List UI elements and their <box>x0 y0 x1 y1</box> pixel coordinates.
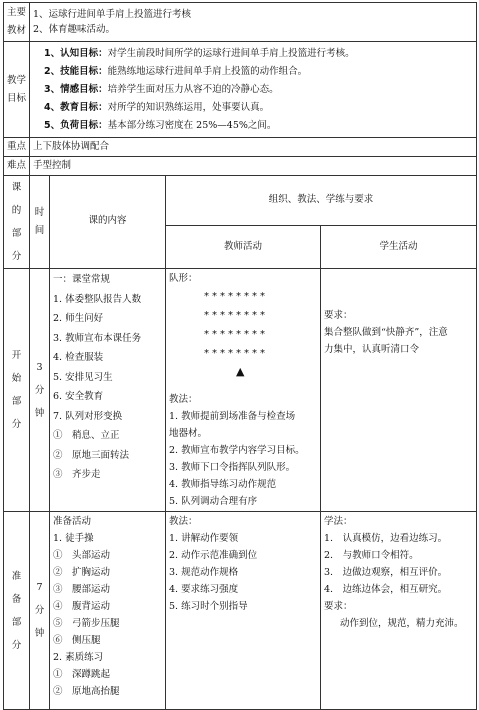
column-header-row <box>4 176 477 226</box>
method-item: 3. 教师下口令指挥队列队形。 <box>169 462 296 473</box>
key-point-text: 上下肢体协调配合 <box>30 138 477 157</box>
content-item: ① 深蹲跳起 <box>53 669 111 680</box>
prep-section-time: 7 分 钟 <box>30 512 50 710</box>
student-req-line: 力集中，认真听清口令 <box>324 344 420 355</box>
goal-item-skill: 2、技能目标：能熟练地运球行进间单手肩上投篮的动作组合。 <box>44 65 308 77</box>
content-item: ① 头部运动 <box>53 550 111 561</box>
goals-content <box>30 42 477 138</box>
materials-label: 主要 教材 <box>4 3 30 42</box>
method-label: 教法： <box>169 516 198 527</box>
student-req-line: 集合整队做到“快静齐”，注意 <box>324 327 448 338</box>
key-point-row <box>4 138 477 157</box>
goals-label: 教学 目标 <box>4 42 30 138</box>
content-item: 1. 体委整队报告人数 <box>53 293 142 305</box>
content-item: 2. 师生问好 <box>53 313 104 324</box>
content-item: ② 原地三面转法 <box>53 449 130 461</box>
content-item: 一：课堂常规 <box>53 274 111 285</box>
student-req-line: 动作到位，规范，精力充沛。 <box>340 618 464 629</box>
goal-item-load: 5、负荷目标：基本部分练习密度在 25%—45%之间。 <box>44 119 277 131</box>
prep-section-name: 准 备 部 分 <box>4 512 30 710</box>
key-point-label: 重点 <box>4 138 30 157</box>
content-item: ② 扩胸运动 <box>53 567 111 578</box>
start-section-name: 开 始 部 分 <box>4 269 30 512</box>
content-item: ④ 腹背运动 <box>53 601 111 612</box>
method-item: 4. 教师指导练习动作规范 <box>169 479 277 490</box>
method-item: 4. 要求练习强度 <box>169 584 239 595</box>
prep-student-activity <box>321 512 477 710</box>
formation-label: 队形： <box>169 273 198 284</box>
content-item: ① 稍息、立正 <box>53 430 120 441</box>
student-req-label: 要求： <box>324 310 353 321</box>
student-method-item: 3. 边做边观察，相互评价。 <box>324 567 448 578</box>
start-section-content <box>50 269 166 512</box>
prep-section-content <box>50 512 166 710</box>
section-column-header: 课 的 部 分 <box>4 176 30 269</box>
teacher-activity-header: 教师活动 <box>166 226 321 269</box>
formation-row: ******** <box>204 329 268 340</box>
goals-row <box>4 42 477 138</box>
method-item: 2. 动作示范准确到位 <box>169 550 258 561</box>
student-activity-header: 学生活动 <box>321 226 477 269</box>
start-section-row <box>4 269 477 512</box>
material-item: 2、体育趣味活动。 <box>33 24 116 35</box>
material-item: 1、运球行进间单手肩上投篮进行考核 <box>33 9 192 20</box>
method-item: 2. 教师宣布教学内容学习目标。 <box>169 445 305 456</box>
difficulty-row <box>4 157 477 176</box>
formation-row: ******** <box>204 291 268 302</box>
difficulty-label: 难点 <box>4 157 30 176</box>
goal-item-cognitive: 1、认知目标：对学生前段时间所学的运球行进间单手肩上投篮进行考核。 <box>44 47 355 59</box>
method-item: 地器材。 <box>169 428 208 439</box>
lesson-plan-table <box>3 2 477 710</box>
content-column-header: 课的内容 <box>50 176 166 269</box>
student-method-item: 1. 认真模仿，边看边练习。 <box>324 533 448 544</box>
method-item: 1. 教师提前到场准备与检查场 <box>169 411 296 422</box>
content-item: 准备活动 <box>53 516 92 527</box>
student-method-label: 学法： <box>324 516 353 527</box>
teacher-position-icon: ▲ <box>236 365 245 378</box>
content-item: 1. 徒手操 <box>53 533 94 544</box>
difficulty-text: 手型控制 <box>30 157 477 176</box>
content-item: 4. 检查服装 <box>53 352 104 363</box>
prep-teacher-activity <box>166 512 321 710</box>
org-column-header: 组织、教法、学练与要求 <box>166 176 477 226</box>
content-item: ② 原地高抬腿 <box>53 686 120 697</box>
student-req-label: 要求： <box>324 601 353 612</box>
content-item: ⑤ 弓箭步压腿 <box>53 618 120 629</box>
student-method-item: 4. 边练边体会，相互研究。 <box>324 584 448 595</box>
start-teacher-activity <box>166 269 321 512</box>
materials-row <box>4 3 477 42</box>
start-section-time: 3 分 钟 <box>30 269 50 512</box>
content-item: 7. 队列对形变换 <box>53 410 123 422</box>
method-item: 1. 讲解动作要领 <box>169 533 239 544</box>
method-item: 3. 规范动作规格 <box>169 567 239 578</box>
method-item: 5. 队列调动合理有序 <box>169 496 258 507</box>
method-item: 5. 练习时个别指导 <box>169 601 248 612</box>
content-item: 2. 素质练习 <box>53 652 104 663</box>
content-item: ③ 齐步走 <box>53 469 101 480</box>
content-item: 5. 安排见习生 <box>53 371 113 383</box>
start-student-activity <box>321 269 477 512</box>
materials-content <box>30 3 477 42</box>
content-item: 6. 安全教育 <box>53 391 104 402</box>
prep-section-row <box>4 512 477 710</box>
student-method-item: 2. 与教师口令相符。 <box>324 550 419 561</box>
content-item: 3. 教师宣布本课任务 <box>53 332 142 344</box>
formation-row: ******** <box>204 310 268 321</box>
content-item: ③ 腰部运动 <box>53 584 111 595</box>
goal-item-education: 4、教育目标：对所学的知识熟练运用，处事要认真。 <box>44 101 270 113</box>
method-label: 教法： <box>169 394 198 405</box>
time-column-header: 时 间 <box>30 176 50 269</box>
content-item: ⑥ 侧压腿 <box>53 635 101 646</box>
goal-item-emotion: 3、情感目标：培养学生面对压力从容不迫的冷静心态。 <box>44 83 279 95</box>
formation-row: ******** <box>204 348 268 359</box>
